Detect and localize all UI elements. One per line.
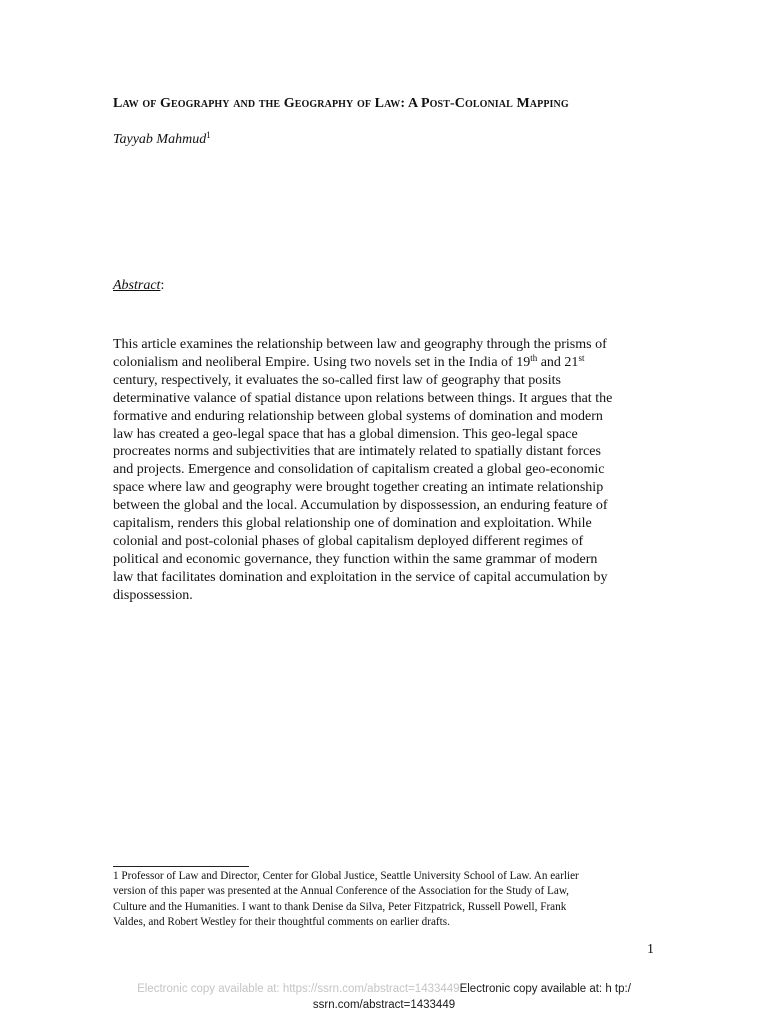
ordinal-superscript: th — [530, 352, 538, 363]
abstract-line: This article examines the relationship between law and geography through the prisms of — [113, 337, 607, 352]
ssrn-link-text[interactable]: Electronic copy available at: h tp:/ — [459, 983, 631, 995]
footnote — [113, 869, 653, 930]
abstract-line: law that facilitates domination and exploitation in the service of capital accumulation by — [113, 569, 608, 585]
author-line — [113, 132, 211, 148]
author-footnote-mark[interactable]: 1 — [206, 130, 211, 140]
abstract-line — [113, 354, 649, 372]
page-number: 1 — [647, 942, 654, 957]
footnote-line: version of this paper was presented at the Annual Conference of the Association for the Study of Law, — [113, 885, 569, 898]
abstract-line: capitalism, renders this global relationship one of domination and exploitation. While — [113, 516, 592, 532]
footnote-line: Culture and the Humanities. I want to thank Denise da Silva, Peter Fitzpatrick, Russell Powell, Frank — [113, 900, 567, 913]
ssrn-link-faded[interactable]: Electronic copy available at: https://ssrn.com/abstract=1433449 — [137, 983, 460, 995]
abstract-line: determinative valance of spatial distance upon relations between things. It argues that the — [113, 390, 613, 406]
abstract-line: formative and enduring relationship between global systems of domination and modern — [113, 408, 603, 424]
abstract-line: and projects. Emergence and consolidation of capitalism created a global geo-economic — [113, 462, 605, 478]
footnote-separator — [113, 866, 249, 867]
abstract-line: political and economic governance, they function within the same grammar of modern — [113, 551, 598, 567]
abstract-heading-label: Abstract — [113, 278, 161, 293]
abstract-line: colonial and post-colonial phases of global capitalism deployed different regimes of — [113, 533, 584, 549]
abstract-line: space where law and geography were brought together creating an intimate relationship — [113, 480, 604, 496]
abstract-heading — [113, 278, 164, 294]
ordinal-superscript: st — [578, 352, 585, 363]
footnote-line: 1 Professor of Law and Director, Center for Global Justice, Seattle University School of Law. An earlier — [113, 870, 579, 882]
abstract-line: dispossession. — [113, 587, 193, 603]
abstract-text: colonialism and neoliberal Empire. Using two novels set in the India of 19 — [113, 354, 531, 370]
abstract-line: century, respectively, it evaluates the so-called first law of geography that posits — [113, 372, 561, 388]
abstract-text: and 21 — [537, 354, 579, 370]
ssrn-link-text-continued[interactable]: ssrn.com/abstract=1433449 — [312, 999, 456, 1011]
author-name: Tayyab Mahmud — [113, 132, 207, 147]
abstract-line: between the global and the local. Accumulation by dispossession, an enduring feature of — [113, 498, 608, 514]
ssrn-footer — [0, 981, 768, 1013]
paper-title: Law of Geography and the Geography of Law: A Post-Colonial Mapping — [113, 96, 569, 111]
footnote-line: Valdes, and Robert Westley for their thoughtful comments on earlier drafts. — [113, 915, 450, 928]
abstract-line: law has created a geo-legal space that has a global dimension. This geo-legal space — [113, 426, 578, 442]
abstract-heading-colon: : — [160, 278, 165, 293]
abstract-line: procreates norms and subjectivities that are intimately related to spatially distant forces — [113, 444, 601, 460]
abstract-body — [113, 336, 649, 605]
